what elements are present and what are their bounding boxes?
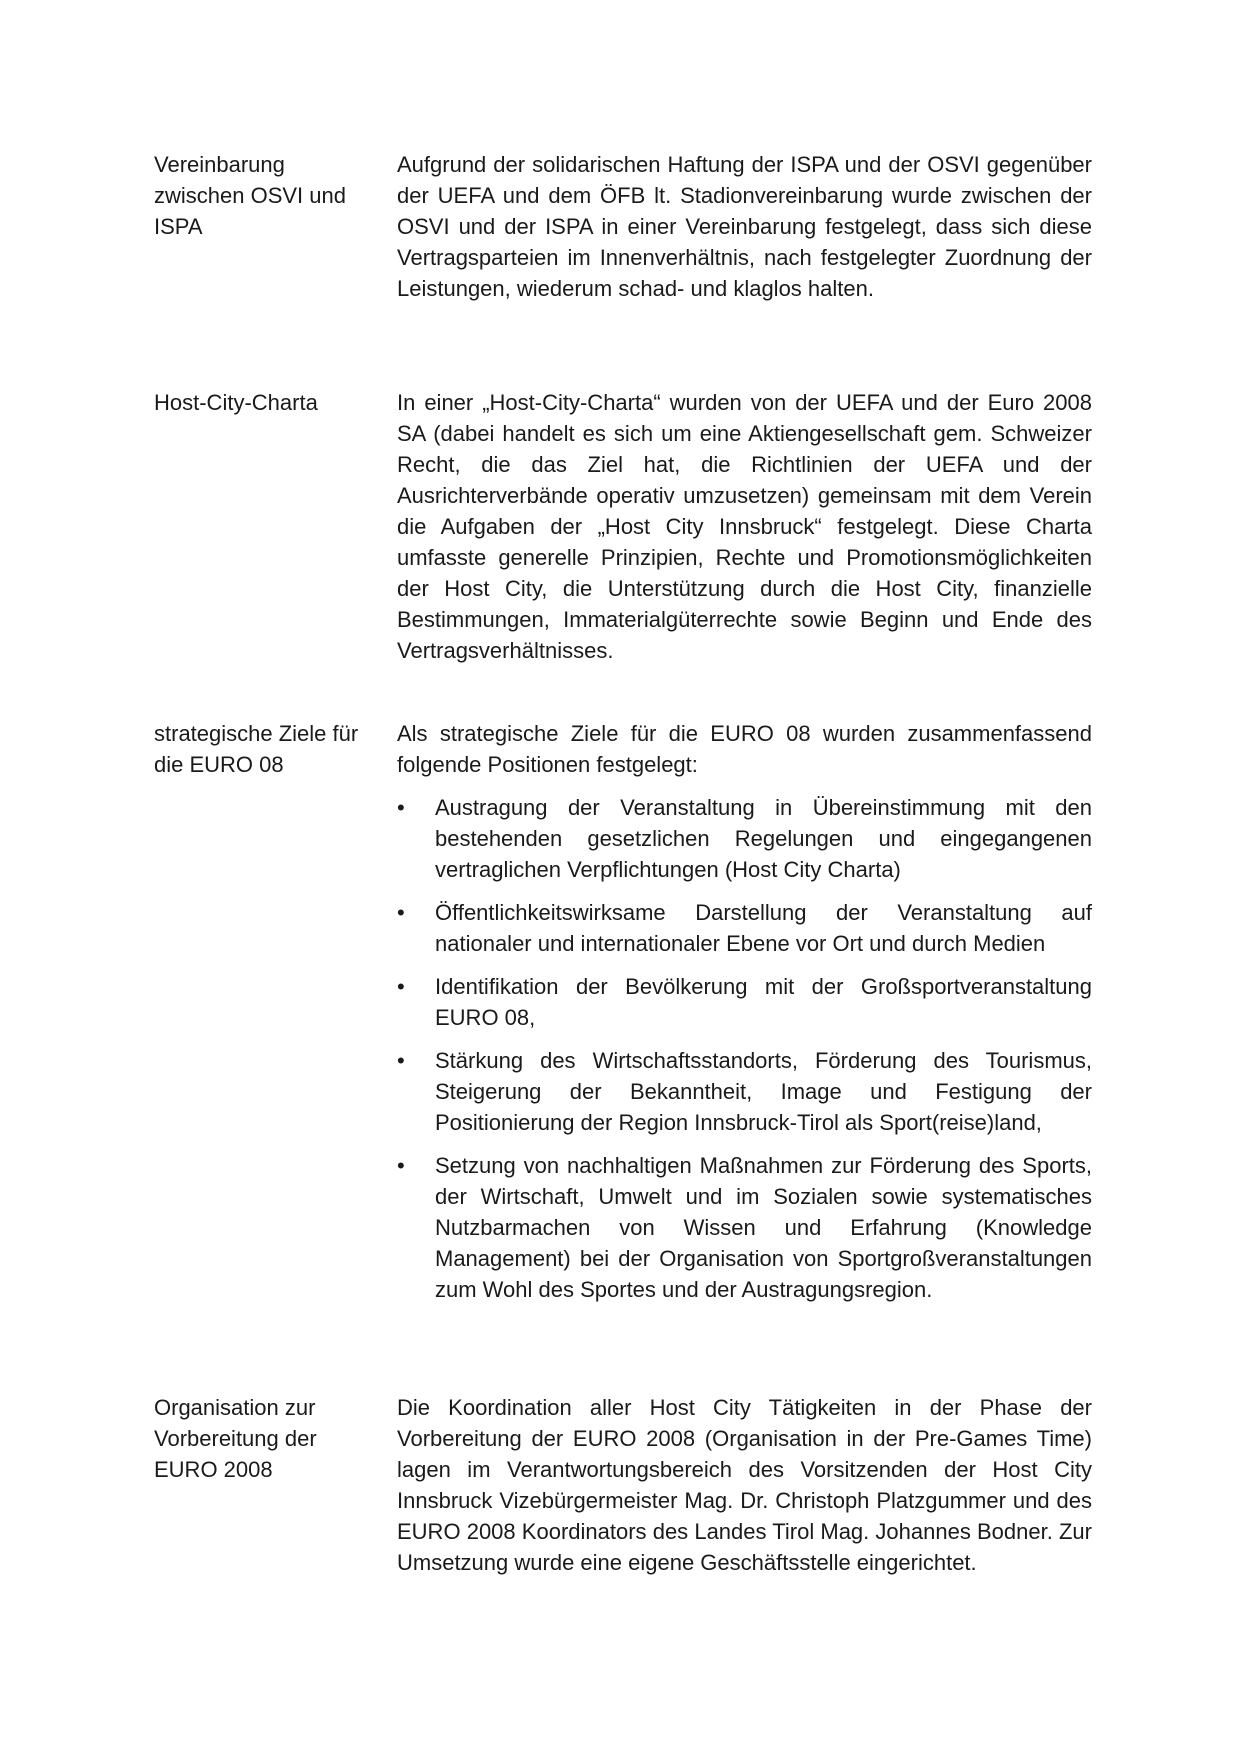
bullet-icon: • xyxy=(397,1048,405,1073)
section-body xyxy=(397,1392,1092,1578)
list-item-text: Austragung der Veranstaltung in Übereinstimmung mit den bestehenden gesetzlichen Regelungen und eingegangenen vertraglichen Verpflichtungen (Host City Charta) xyxy=(435,795,1092,882)
section-paragraph: Aufgrund der solidarischen Haftung der ISPA und der OSVI gegenüber der UEFA und dem ÖFB lt. Stadionvereinbarung wurde zwischen der OSVI und der ISPA in einer Vereinbarung festgelegt, dass sich diese Vertragsparteien im Innenverhältnis, nach festgelegter Zuordnung der Leistungen, wiederum schad- und klaglos halten. xyxy=(397,152,1092,301)
section-label: Host-City-Charta xyxy=(154,390,318,415)
section-body xyxy=(397,718,1092,1317)
bullet-icon: • xyxy=(397,795,405,820)
list-item-text: Stärkung des Wirtschaftsstandorts, Förderung des Tourismus, Steigerung der Bekanntheit, Image und Festigung der Positionierung der Region Innsbruck-Tirol als Sport(reise)land, xyxy=(435,1048,1092,1135)
section-body xyxy=(397,149,1092,304)
section-body xyxy=(397,387,1092,666)
list-item xyxy=(397,897,1092,959)
list-item xyxy=(397,1045,1092,1138)
section-paragraph: Als strategische Ziele für die EURO 08 wurden zusammenfassend folgende Positionen festgelegt: xyxy=(397,721,1092,777)
list-item-text: Öffentlichkeitswirksame Darstellung der Veranstaltung auf nationaler und internationaler Ebene vor Ort und durch Medien xyxy=(435,900,1092,956)
goals-list xyxy=(397,792,1092,1305)
bullet-icon: • xyxy=(397,1153,405,1178)
list-item xyxy=(397,792,1092,885)
list-item xyxy=(397,971,1092,1033)
bullet-icon: • xyxy=(397,900,405,925)
list-item-text: Setzung von nachhaltigen Maßnahmen zur Förderung des Sports, der Wirtschaft, Umwelt und im Sozialen sowie systematisches Nutzbarmachen von Wissen und Erfahrung (Knowledge Management) bei der Organisation von Sportgroßveranstaltungen zum Wohl des Sportes und der Austragungsregion. xyxy=(435,1153,1092,1302)
section-paragraph: In einer „Host-City-Charta“ wurden von der UEFA und der Euro 2008 SA (dabei handelt es sich um eine Aktiengesellschaft gem. Schweizer Recht, die das Ziel hat, die Richtlinien der UEFA und der Ausrichterverbände operativ umzusetzen) gemeinsam mit dem Verein die Aufgaben der „Host City Innsbruck“ festgelegt. Diese Charta umfasste generelle Prinzipien, Rechte und Promotionsmöglichkeiten der Host City, die Unterstützung durch die Host City, finanzielle Bestimmungen, Immaterialgüterrechte sowie Beginn und Ende des Vertragsverhältnisses. xyxy=(397,390,1092,663)
section-label: Organisation zur Vorbereitung der EURO 2008 xyxy=(154,1395,317,1482)
section-label: Vereinbarung zwischen OSVI und ISPA xyxy=(154,152,346,239)
section-label: strategische Ziele für die EURO 08 xyxy=(154,721,359,777)
list-item xyxy=(397,1150,1092,1305)
list-item-text: Identifikation der Bevölkerung mit der Großsportveranstaltung EURO 08, xyxy=(435,974,1092,1030)
bullet-icon: • xyxy=(397,974,405,999)
section-paragraph: Die Koordination aller Host City Tätigkeiten in der Phase der Vorbereitung der EURO 2008 (Organisation in der Pre-Games Time) lagen im Verantwortungsbereich des Vorsitzenden der Host City Innsbruck Vizebürgermeister Mag. Dr. Christoph Platzgummer und des EURO 2008 Koordinators des Landes Tirol Mag. Johannes Bodner. Zur Umsetzung wurde eine eigene Geschäftsstelle eingerichtet. xyxy=(397,1395,1092,1575)
